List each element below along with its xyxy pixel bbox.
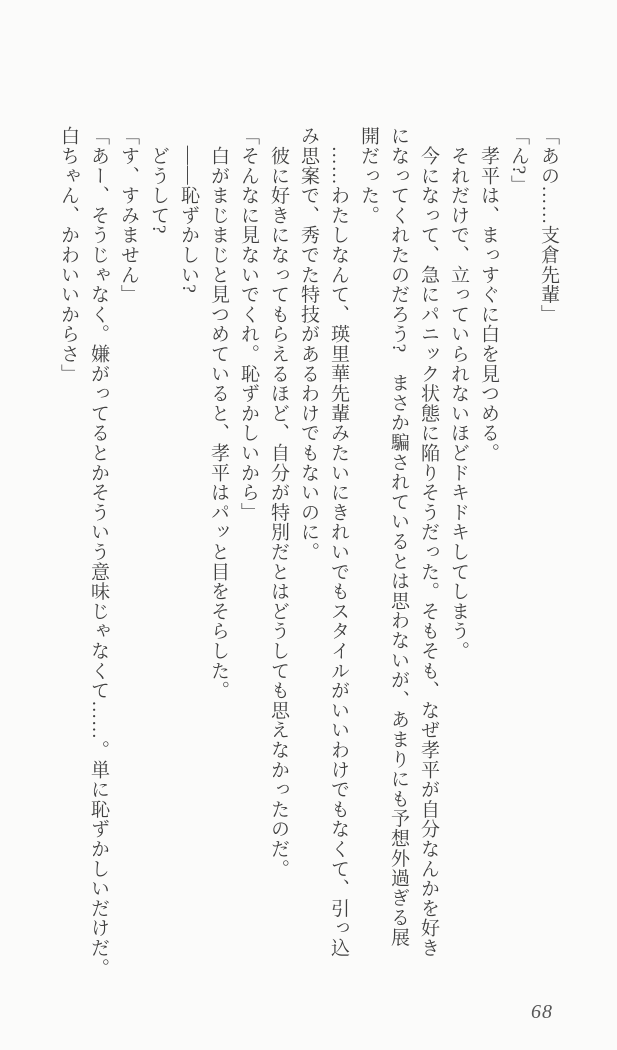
paragraph-narration [443, 126, 473, 960]
text-line: になってくれたのだろう? まさか騙されているとは思わないが、あまりにも予想外過ぎる展 [388, 126, 409, 948]
paragraph-thought [143, 126, 173, 960]
text-line: 「す、すみません」 [118, 126, 139, 305]
text-line: 「ん?」 [508, 126, 529, 195]
text-line: 白ちゃん、かわいいからさ」 [58, 126, 79, 384]
text-line: ……わたしなんて、瑛里華先輩みたいにきれいでもスタイルがいいわけでもなくて、引っ込 [328, 126, 349, 958]
text-line: 「あー、そうじゃなく。嫌がってるとかそういう意味じゃなくて……。単に恥ずかしいだけだ。 [88, 126, 109, 978]
text-line: 「あの……支倉先輩」 [538, 126, 559, 324]
page-number: 68 [531, 1001, 553, 1023]
text-line: 開だった。 [358, 126, 379, 225]
text-line: 彼に好きになってもらえるほど、自分が特別だとはどうしても思えなかったのだ。 [268, 126, 289, 879]
paragraph-dialogue [53, 126, 113, 978]
text-line: 孝平は、まっすぐに白を見つめる。 [478, 126, 499, 463]
text-line: み思案で、秀でた特技があるわけでもないのに。 [298, 126, 319, 562]
paragraph-dialogue [503, 126, 533, 960]
text-line: どうして? [148, 126, 169, 235]
paragraph-dialogue [233, 126, 263, 960]
paragraph-narration [473, 126, 503, 960]
paragraph-narration [263, 126, 293, 960]
page-text-block [53, 126, 563, 978]
text-line: 今になって、急にパニック状態に陥りそうだった。そもそも、なぜ孝平が自分なんかを好き [418, 126, 439, 958]
paragraph-narration [293, 126, 353, 960]
paragraph-narration [203, 126, 233, 960]
text-line: 「そんなに見ないでくれ。恥ずかしいから」 [238, 126, 259, 522]
text-line: ――恥ずかしい? [178, 126, 199, 294]
paragraph-dialogue [533, 126, 563, 960]
text-line: それだけで、立っていられないほどドキドキしてしまう。 [448, 126, 469, 661]
text-line: 白がまじまじと見つめていると、孝平はパッと目をそらした。 [208, 126, 229, 701]
paragraph-dialogue [113, 126, 143, 960]
paragraph-thought [173, 126, 203, 960]
paragraph-narration [353, 126, 443, 960]
